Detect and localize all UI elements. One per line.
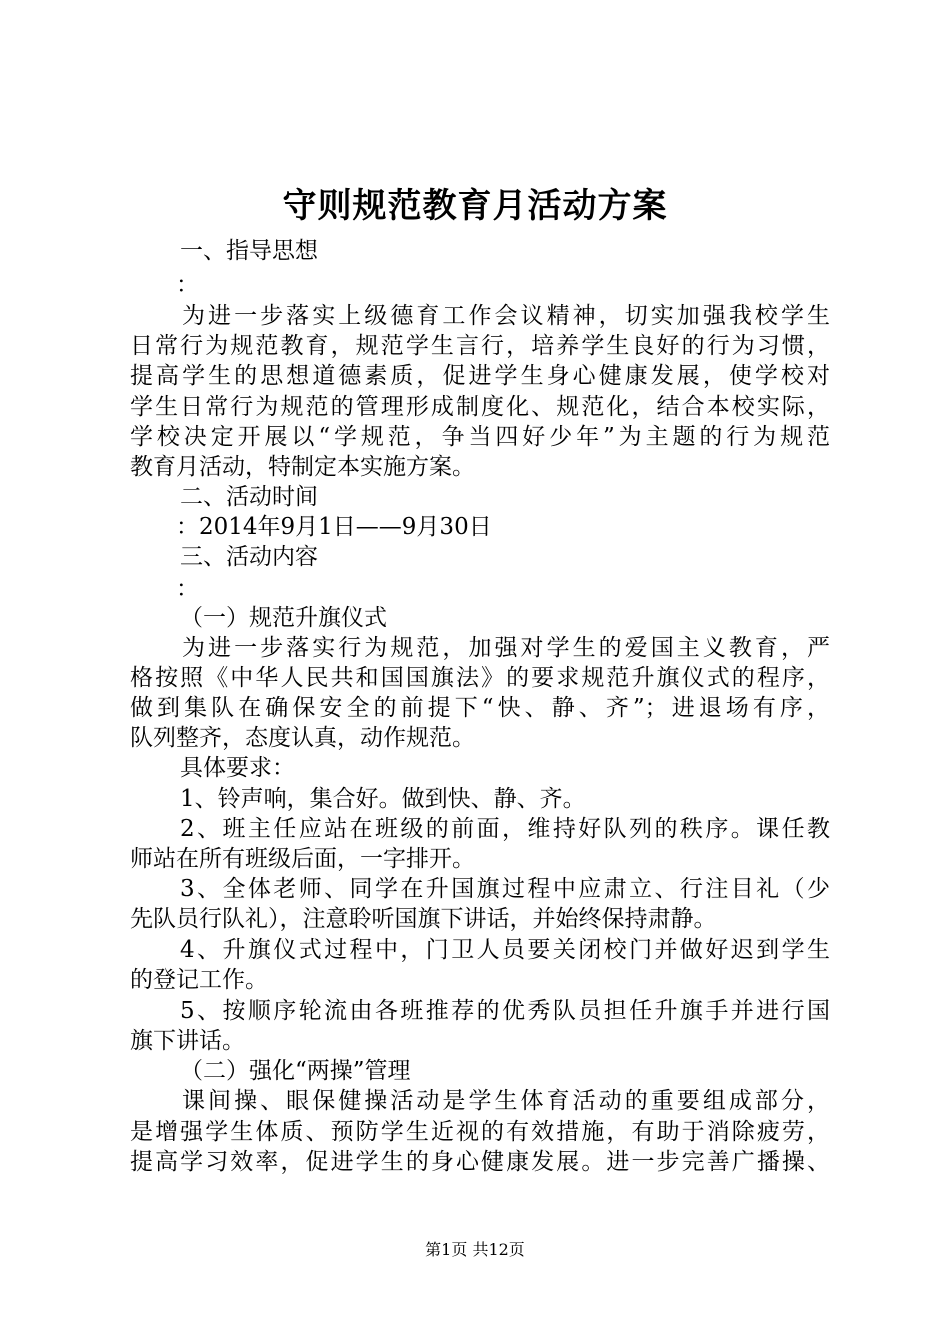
paragraph-line: 提高学习效率，促进学生的身心健康发展。进一步完善广播操、	[130, 1149, 830, 1175]
requirement-item: 3、全体老师、同学在升国旗过程中应肃立、行注目礼（少	[180, 876, 830, 902]
requirement-item-cont: 师站在所有班级后面，一字排开。	[130, 846, 475, 872]
subheading-flag-ceremony: （一）规范升旗仪式	[180, 605, 387, 631]
paragraph-line: 日常行为规范教育，规范学生言行，培养学生良好的行为习惯，	[130, 333, 830, 359]
paragraph-line: 是增强学生体质、预防学生近视的有效措施，有助于消除疲劳，	[130, 1119, 830, 1145]
specific-requirements-label: 具体要求：	[180, 755, 295, 781]
requirement-item: 2、班主任应站在班级的前面，维持好队列的秩序。课任教	[180, 816, 830, 842]
heading-guiding-thought: 一、指导思想	[180, 238, 318, 264]
requirement-item-cont: 旗下讲话。	[130, 1028, 245, 1054]
paragraph-line: 为进一步落实行为规范，加强对学生的爱国主义教育，严	[182, 635, 830, 661]
paragraph-line: 为进一步落实上级德育工作会议精神，切实加强我校学生	[182, 303, 830, 329]
subheading-two-exercises: （二）强化“两操”管理	[180, 1058, 411, 1084]
requirement-item: 5、按顺序轮流由各班推荐的优秀队员担任升旗手并进行国	[180, 998, 830, 1024]
heading-activity-content: 三、活动内容	[180, 544, 318, 570]
requirement-item-cont: 先队员行队礼），注意聆听国旗下讲话，并始终保持肃静。	[130, 906, 717, 932]
paragraph-line: 提高学生的思想道德素质，促进学生身心健康发展，使学校对	[130, 363, 830, 389]
activity-time-value: ：2014年9月1日——9月30日	[176, 514, 492, 540]
paragraph-line: 教育月活动，特制定本实施方案。	[130, 454, 475, 480]
paragraph-line: 队列整齐，态度认真，动作规范。	[130, 725, 475, 751]
paragraph-line: 做到集队在确保安全的前提下“快、静、齐”；进退场有序，	[130, 695, 830, 721]
document-title: 守则规范教育月活动方案	[282, 186, 668, 226]
heading-activity-time: 二、活动时间	[180, 484, 318, 510]
paragraph-line: 学校决定开展以“学规范，争当四好少年”为主题的行为规范	[130, 424, 830, 450]
paragraph-line: 学生日常行为规范的管理形成制度化、规范化，结合本校实际，	[130, 394, 830, 420]
page-footer: 第1页 共12页	[425, 1240, 525, 1259]
colon-line: ：	[176, 576, 199, 602]
colon-line: ：	[176, 272, 199, 298]
requirement-item: 4、升旗仪式过程中，门卫人员要关闭校门并做好迟到学生	[180, 937, 830, 963]
requirement-item-cont: 的登记工作。	[130, 967, 268, 993]
requirement-item: 1、铃声响，集合好。做到快、静、齐。	[180, 786, 586, 812]
paragraph-line: 课间操、眼保健操活动是学生体育活动的重要组成部分，	[182, 1088, 830, 1114]
paragraph-line: 格按照《中华人民共和国国旗法》的要求规范升旗仪式的程序，	[130, 665, 830, 691]
